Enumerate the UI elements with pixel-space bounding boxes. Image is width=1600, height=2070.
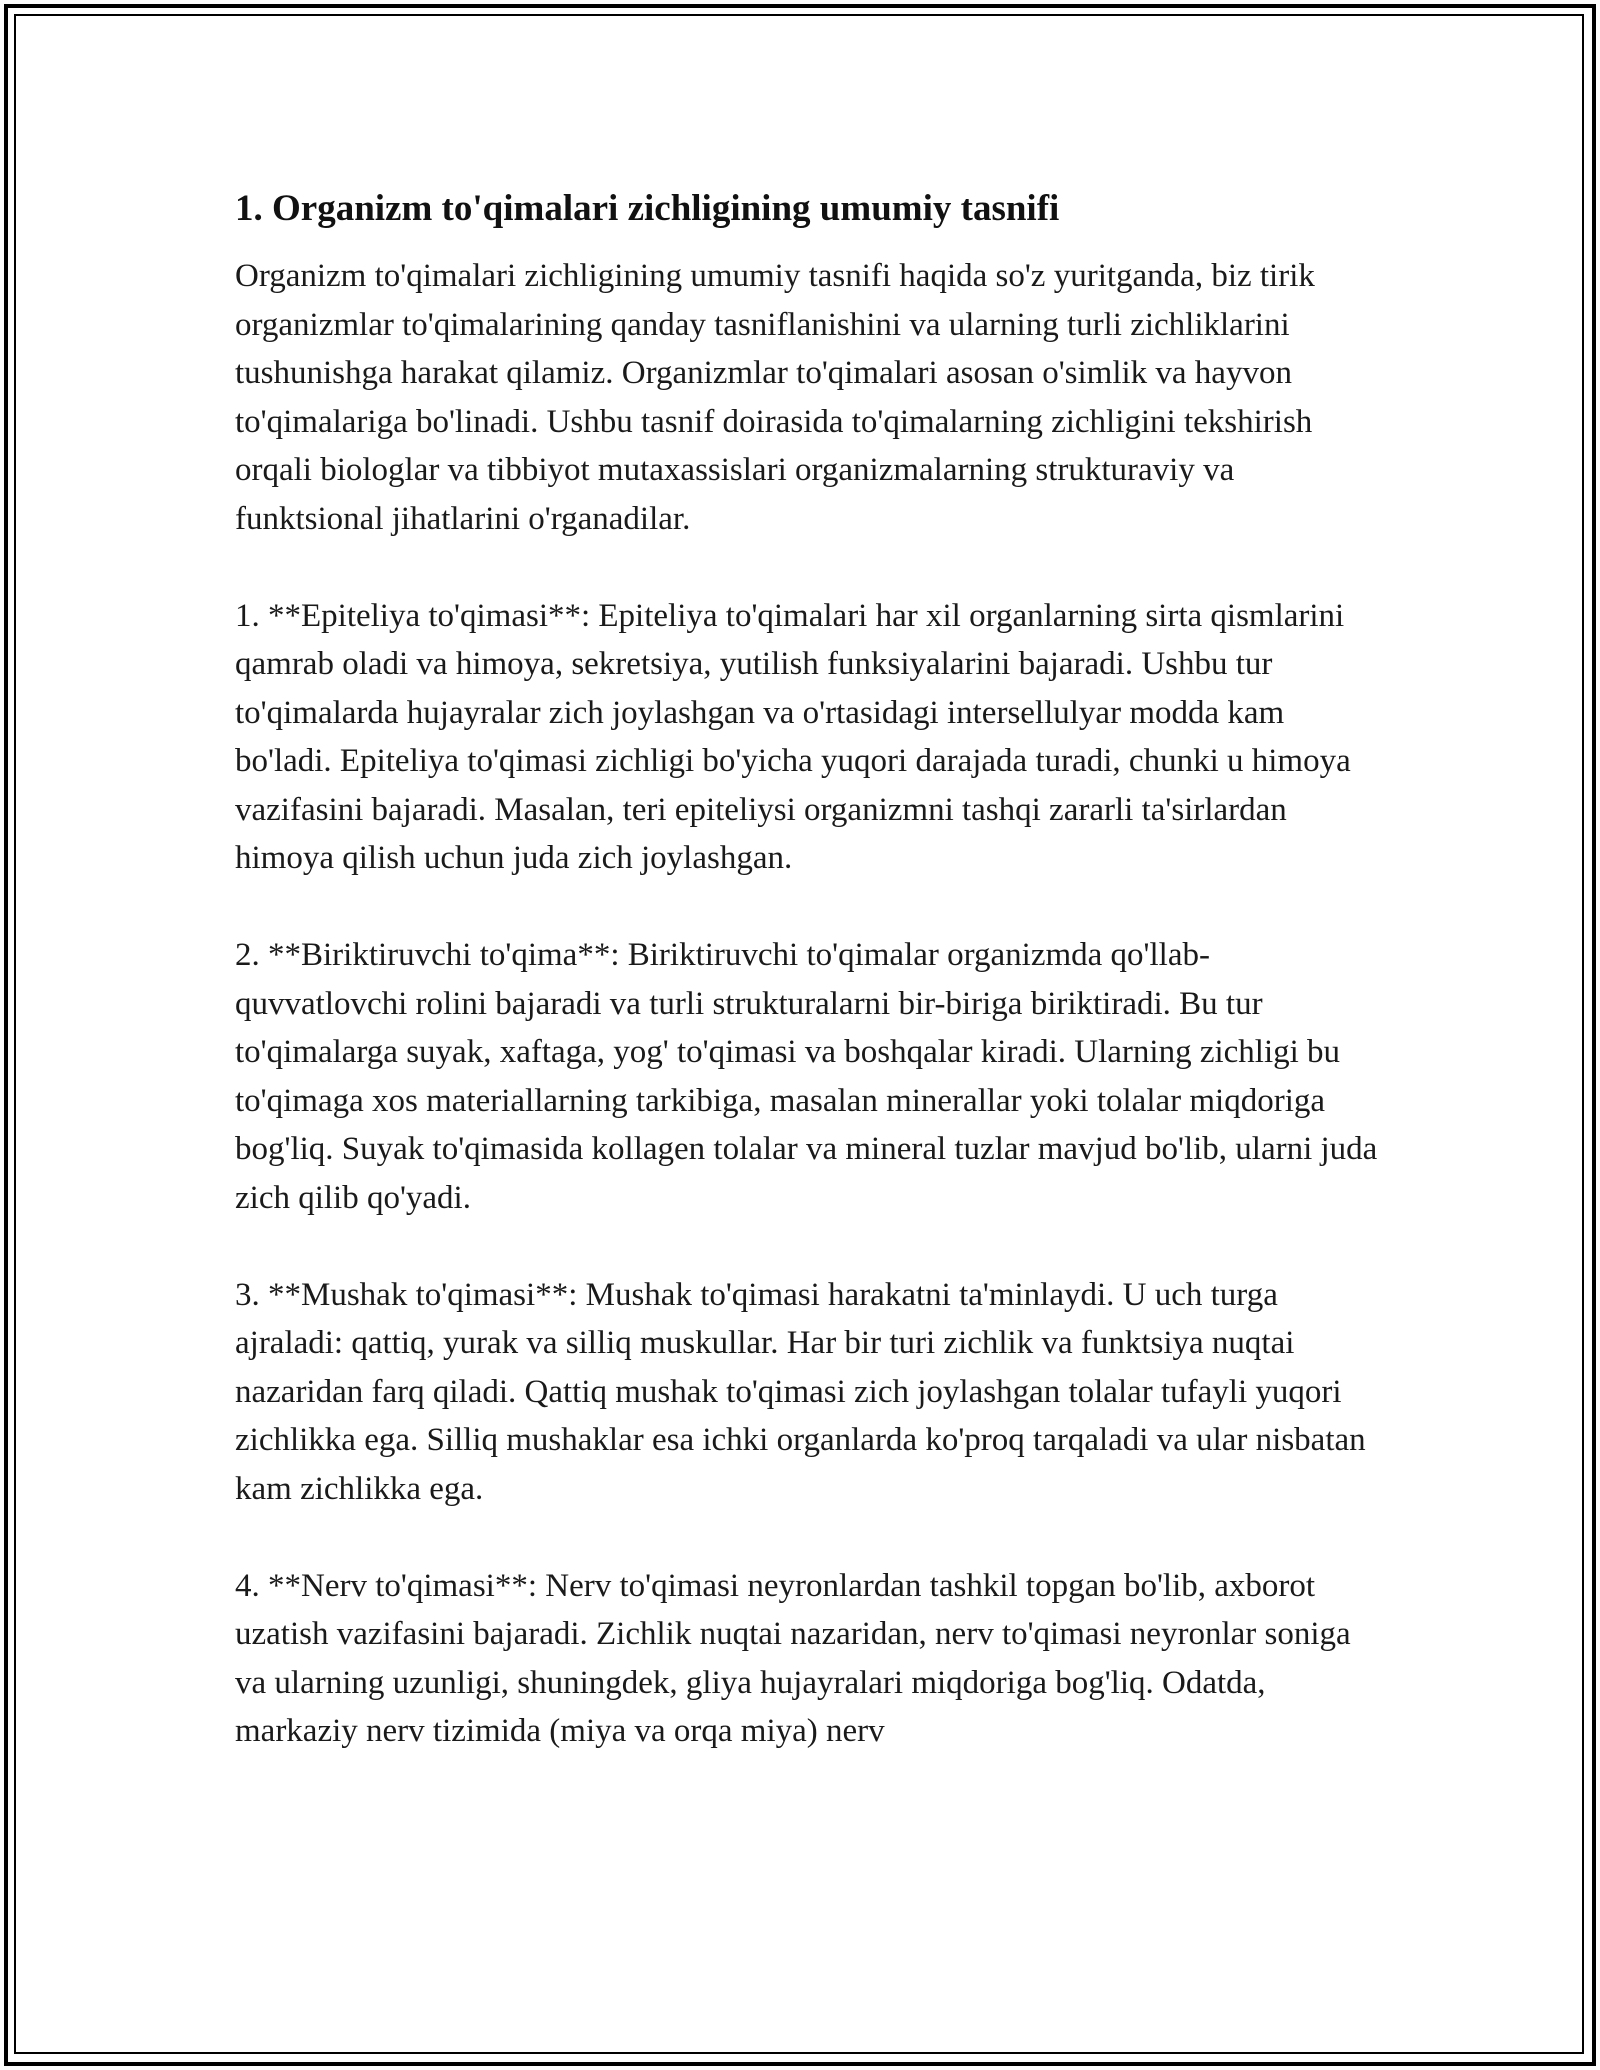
nerve-tissue-paragraph: 4. **Nerv to'qimasi**: Nerv to'qimasi neyronlardan tashkil topgan bo'lib, axborot uzatish vazifasini bajaradi. Zichlik nuqtai nazaridan, nerv to'qimasi neyronlar soniga va ularning uzunligi, shuningdek, gliya hujayralari miqdoriga bog'liq. Odatda, markaziy nerv tizimida (miya va orqa miya) nerv: [235, 1567, 1351, 1749]
document-body: [235, 186, 1380, 1804]
connective-tissue-paragraph: 2. **Biriktiruvchi to'qima**: Biriktiruvchi to'qimalar organizmda qo'llab-quvvatlovchi rolini bajaradi va turli strukturalarni bir-biriga biriktiradi. Bu tur to'qimalarga suyak, xaftaga, yog' to'qimasi va boshqalar kiradi. Ularning zichligi bu to'qimaga xos materiallarning tarkibiga, masalan minerallar yoki tolalar miqdoriga bog'liq. Suyak to'qimasida kollagen tolalar va mineral tuzlar mavjud bo'lib, ularni juda zich qilib qo'yadi.: [235, 937, 1378, 1216]
epithelial-tissue-paragraph: 1. **Epiteliya to'qimasi**: Epiteliya to'qimalari har xil organlarning sirta qismlarini qamrab oladi va himoya, sekretsiya, yutilish funksiyalarini bajaradi. Ushbu tur to'qimalarda hujayralar zich joylashgan va o'rtasidagi intersellulyar modda kam bo'ladi. Epiteliya to'qimasi zichligi bo'yicha yuqori darajada turadi, chunki u himoya vazifasini bajaradi. Masalan, teri epiteliysi organizmni tashqi zararli ta'sirlardan himoya qilish uchun juda zich joylashgan.: [235, 597, 1351, 876]
muscle-tissue-paragraph: 3. **Mushak to'qimasi**: Mushak to'qimasi harakatni ta'minlaydi. U uch turga ajraladi: qattiq, yurak va silliq muskullar. Har bir turi zichlik va funktsiya nuqtai nazaridan farq qiladi. Qattiq mushak to'qimasi zich joylashgan tolalar tufayli yuqori zichlikka ega. Silliq mushaklar esa ichki organlarda ko'proq tarqaladi va ular nisbatan kam zichlikka ega.: [235, 1276, 1366, 1507]
section-heading: 1. Organizm to'qimalari zichligining umumiy tasnifi: [235, 188, 1060, 229]
intro-paragraph: Organizm to'qimalari zichligining umumiy tasnifi haqida so'z yuritganda, biz tirik organizmlar to'qimalarining qanday tasniflanishini va ularning turli zichliklarini tushunishga harakat qilamiz. Organizmlar to'qimalari asosan o'simlik va hayvon to'qimalariga bo'linadi. Ushbu tasnif doirasida to'qimalarning zichligini tekshirish orqali biologlar va tibbiyot mutaxassislari organizmalarning strukturaviy va funktsional jihatlarini o'rganadilar.: [235, 258, 1315, 537]
